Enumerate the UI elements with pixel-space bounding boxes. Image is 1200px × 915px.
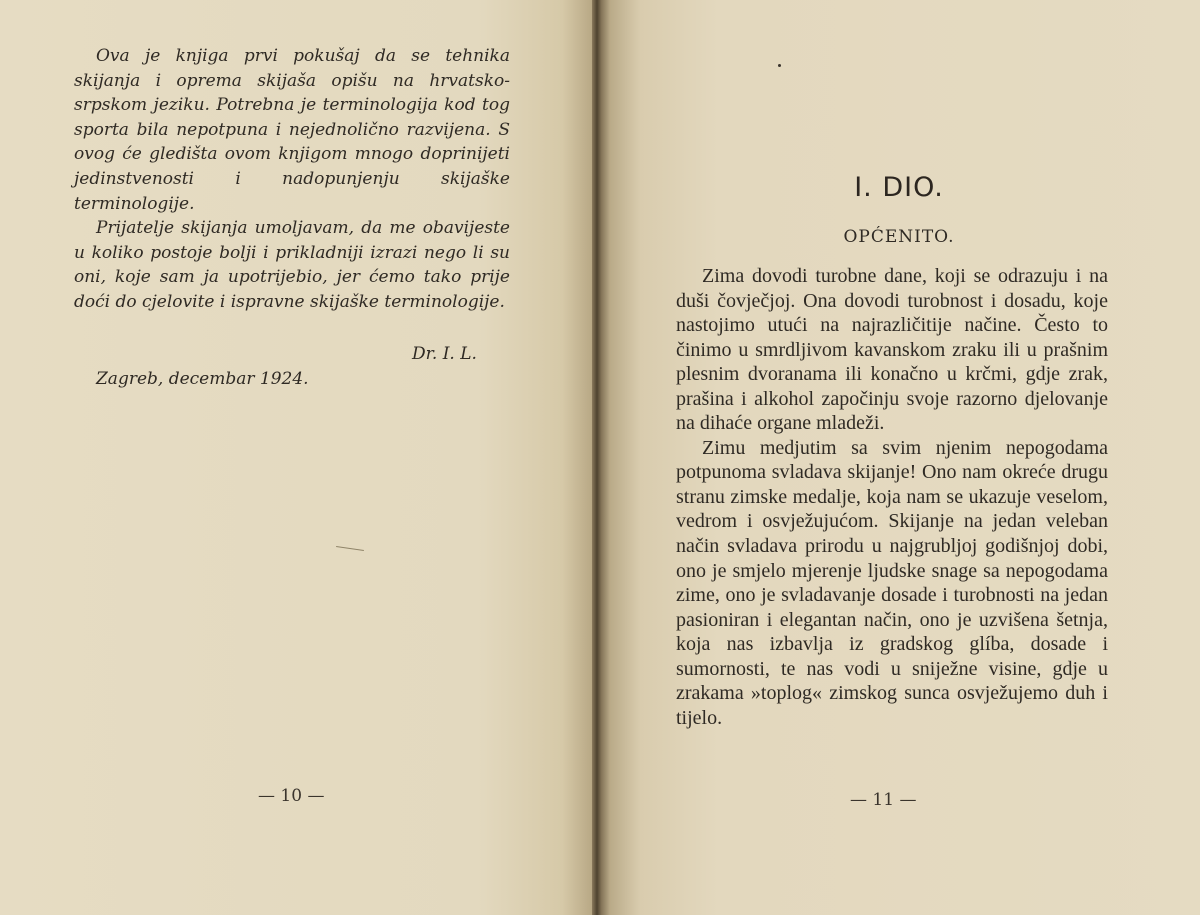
left-page <box>0 0 598 915</box>
place-date: Zagreb, decembar 1924. <box>96 369 309 389</box>
author-signature: Dr. I. L. <box>412 344 477 364</box>
paper-mark <box>336 546 364 551</box>
body-paragraph: Zimu medjutim sa svim njenim nepogodama potpunoma svladava skijanje! Ono nam okreće drugu stranu zimske medalje, koja nam se ukazuje veselom, vedrom i osvježujućom. Skijanje na jedan veleban način svladava prirodu u najgrubljoj godišnjoj dobi, ono je smjelo mjerenje ljudske snage sa nepogodama zime, ono je svladavanje dosade i turobnosti na jedan pasioniran i elegantan način, ono je uzvišena šetnja, koja nas izbavlja iz gradskog glíba, dosade i sumornosti, te nas vodi u snijеžne visine, gdje u zrakama »toplog« zimskog sunca osvježujemo duh i tijelo. <box>676 436 1108 729</box>
foreword-paragraph: Prijatelje skijanja umoljavam, da me obavijeste u koliko postoje bolji i prikladniji izrazi nego li su oni, koje sam ja upotrijebio, jer ćemo tako prije doći do cjelovite i ispravne skijaške terminologije. <box>74 218 510 312</box>
section-title: OPĆENITO. <box>843 227 955 247</box>
chapter-title: I. DIO. <box>854 172 944 203</box>
page-number-right: — 11 — <box>850 790 917 810</box>
book-gutter <box>592 0 602 915</box>
page-number-left: — 10 — <box>258 786 325 806</box>
chapter-body <box>676 264 1108 730</box>
foreword-text <box>74 44 510 315</box>
foreword-paragraph: Ova je knjiga prvi pokušaj da se tehnika skijanja i oprema skijaša opišu na hrvatsko-srpskom jeziku. Potrebna je terminologija kod tog sporta bila nepotpuna i nejednolično razvijena. S ovog će gledišta ovom knjigom mnogo doprinijeti jedinstvenosti i nadopunjenju skijaške terminologije. <box>74 46 510 214</box>
paper-speck <box>778 64 781 67</box>
body-paragraph: Zima dovodi turobne dane, koji se odrazuju i na duši čovječjoj. Ona dovodi turobnost i dosadu, koje nastojimo utući na najrazličitije načine. Često to činimo u smrdljivom kavanskom zraku ili u prašnim plesnim dvoranama ili konačno u krčmi, gdje zrak, prašina i alkohol započinju svoje razorno djelovanje na dihaće organe mladeži. <box>676 265 1108 435</box>
